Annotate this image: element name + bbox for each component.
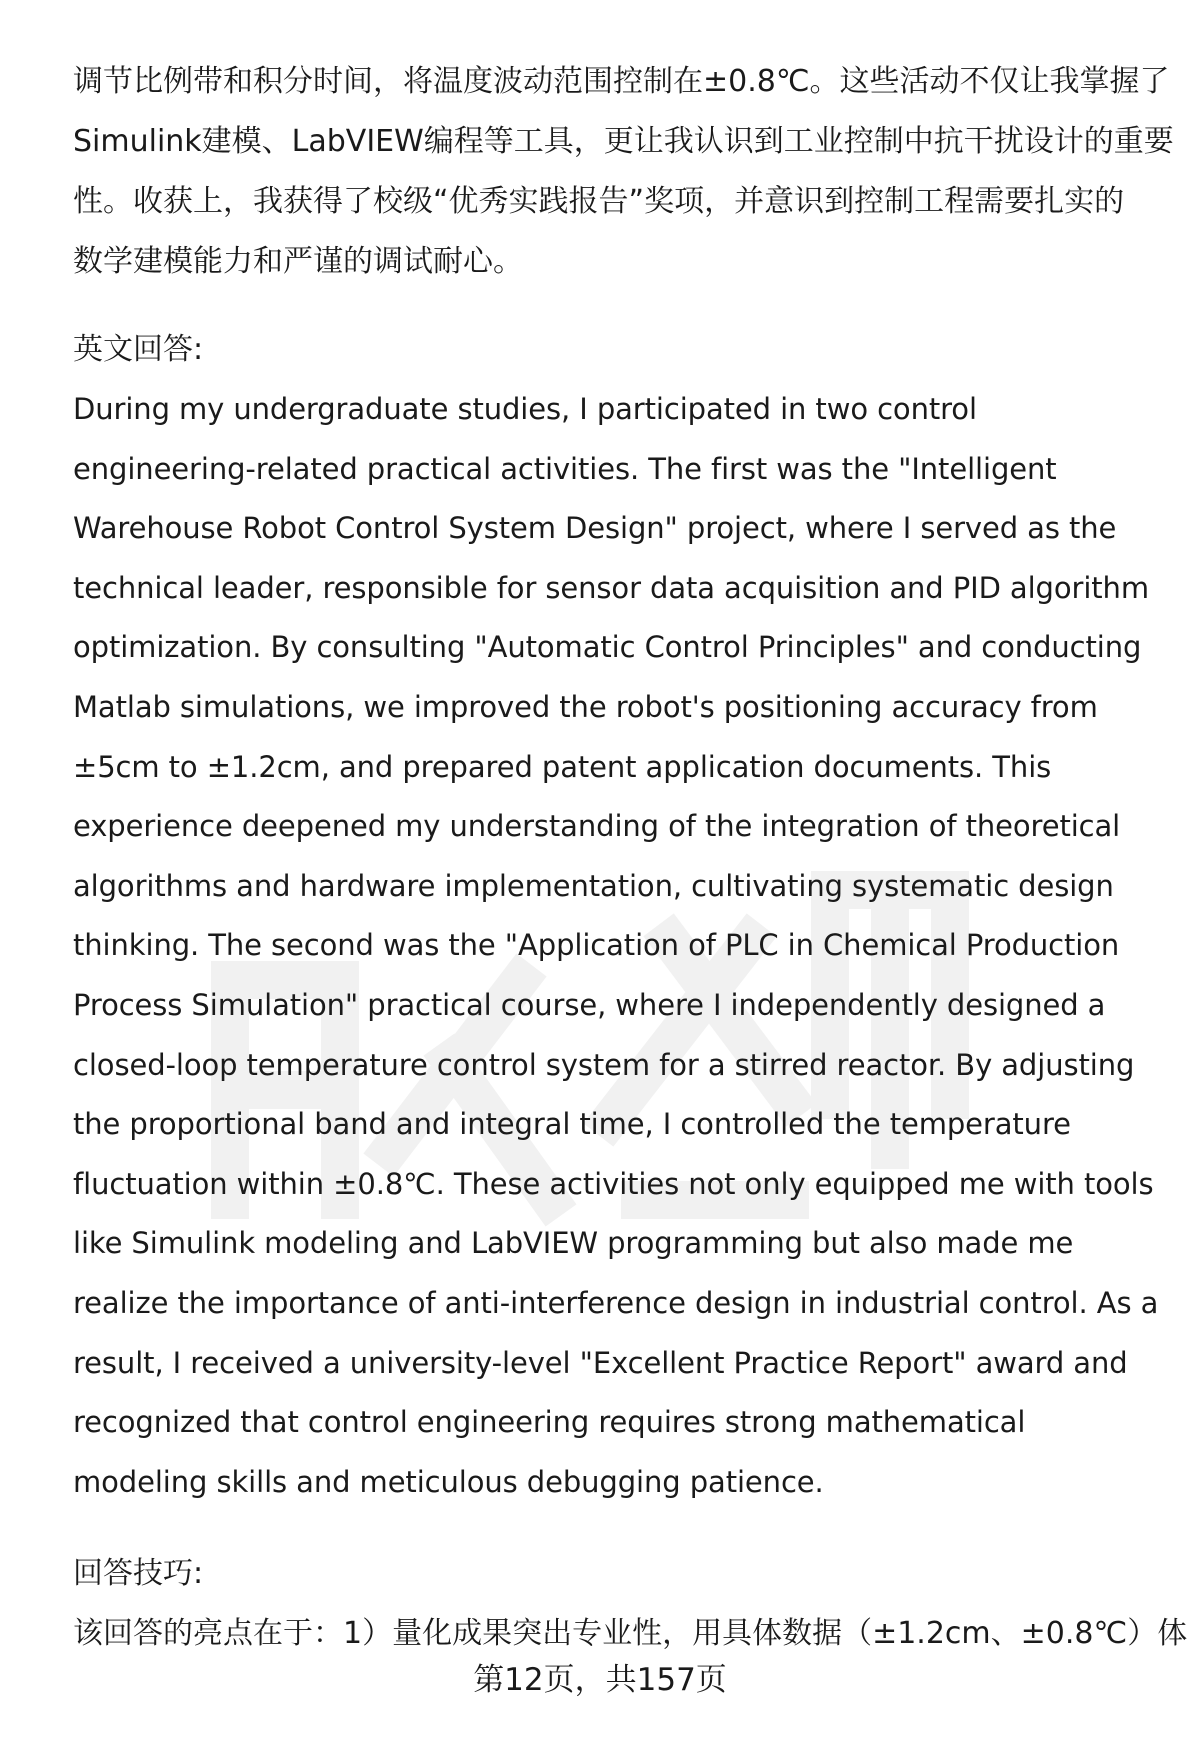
content-area (73, 52, 1188, 1664)
intro-paragraph (73, 52, 1174, 292)
english-line: ±5cm to ±1.2cm, and prepared patent application documents. This (73, 749, 1052, 784)
english-line: like Simulink modeling and LabVIEW programming but also made me (73, 1226, 1074, 1261)
english-line: engineering-related practical activities. The first was the "Intelligent (73, 451, 1057, 486)
english-line: technical leader, responsible for sensor data acquisition and PID algorithm (73, 570, 1149, 605)
english-line: fluctuation within ±0.8℃. These activities not only equipped me with tools (73, 1166, 1154, 1201)
english-line: During my undergraduate studies, I participated in two control (73, 392, 977, 426)
english-line: result, I received a university-level "Excellent Practice Report" award and (73, 1345, 1128, 1380)
english-line: optimization. By consulting "Automatic Control Principles" and conducting (73, 630, 1142, 665)
english-line: Process Simulation" practical course, where I independently designed a (73, 987, 1106, 1022)
english-line: experience deepened my understanding of the integration of theoretical (73, 809, 1121, 844)
tips-line: 该回答的亮点在于：1）量化成果突出专业性，用具体数据（±1.2cm、±0.8℃）体 (73, 1616, 1188, 1652)
intro-line: 调节比例带和积分时间，将温度波动范围控制在±0.8℃。这些活动不仅让我掌握了 (73, 64, 1170, 99)
intro-line: 数学建模能力和严谨的调试耐心。 (73, 244, 523, 279)
english-answer-heading: 英文回答: (73, 332, 204, 367)
english-line: modeling skills and meticulous debugging patience. (73, 1464, 824, 1499)
english-line: algorithms and hardware implementation, cultivating systematic design (73, 868, 1114, 903)
english-answer-section (73, 320, 1159, 1512)
intro-line: 性。收获上，我获得了校级“优秀实践报告”奖项，并意识到控制工程需要扎实的 (73, 184, 1125, 219)
english-line: the proportional band and integral time, I controlled the temperature (73, 1107, 1071, 1142)
english-line: Matlab simulations, we improved the robot's positioning accuracy from (73, 689, 1098, 724)
page-number-footer: 第12页，共157页 (473, 1662, 727, 1698)
answer-tips-section (73, 1544, 1188, 1664)
intro-line: Simulink建模、LabVIEW编程等工具，更让我认识到工业控制中抗干扰设计的重要 (73, 124, 1174, 159)
english-line: Warehouse Robot Control System Design" project, where I served as the (73, 511, 1117, 546)
english-line: closed-loop temperature control system for a stirred reactor. By adjusting (73, 1047, 1135, 1082)
english-line: thinking. The second was the "Application of PLC in Chemical Production (73, 928, 1120, 963)
english-line: recognized that control engineering requires strong mathematical (73, 1405, 1026, 1440)
answer-tips-heading: 回答技巧: (73, 1556, 204, 1592)
english-line: realize the importance of anti-interference design in industrial control. As a (73, 1285, 1159, 1320)
